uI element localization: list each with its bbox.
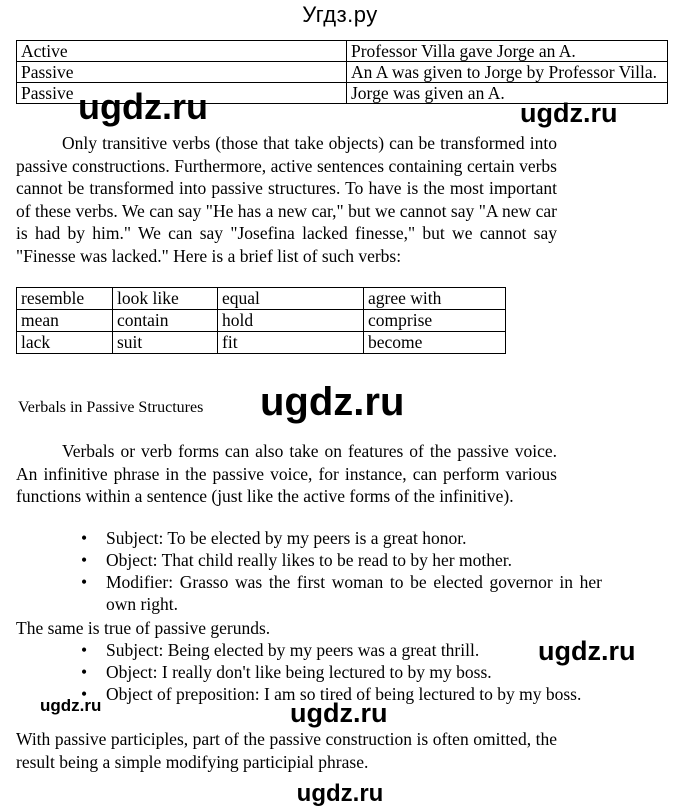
verb-cell: resemble bbox=[17, 288, 113, 310]
list-item: • Object: I really don't like being lectured to by my boss. bbox=[106, 661, 606, 683]
verbs-table bbox=[16, 287, 506, 354]
section-heading: Verbals in Passive Structures bbox=[18, 399, 204, 416]
list-item: • Modifier: Grasso was the first woman to be elected governor in her own right. bbox=[106, 571, 606, 615]
verb-cell: lack bbox=[17, 332, 113, 354]
gerunds-intro: The same is true of passive gerunds. bbox=[16, 618, 271, 638]
voice-example: Professor Villa gave Jorge an A. bbox=[347, 41, 668, 62]
verbals-paragraph: Verbals or verb forms can also take on features of the passive voice. An infinitive phrase in the passive voice, for instance, can perform various functions within a sentence (just like the active forms of the infinitive). bbox=[16, 441, 557, 506]
watermark: ugdz.ru bbox=[260, 380, 405, 424]
verb-cell: look like bbox=[113, 288, 218, 310]
verb-cell: fit bbox=[218, 332, 364, 354]
watermark: ugdz.ru bbox=[40, 696, 102, 715]
site-title: Угдз.ру bbox=[302, 2, 378, 27]
watermark: ugdz.ru bbox=[78, 86, 208, 127]
voice-example: An A was given to Jorge by Professor Villa. bbox=[347, 62, 668, 83]
list-item: • Object of preposition: I am so tired of being lectured to by my boss. bbox=[106, 683, 606, 705]
watermark: ugdz.ru bbox=[538, 636, 636, 666]
gerund-examples-list bbox=[58, 639, 606, 705]
table-row bbox=[17, 288, 506, 310]
verb-cell: agree with bbox=[364, 288, 506, 310]
verb-cell: mean bbox=[17, 310, 113, 332]
voice-label: Active bbox=[17, 41, 347, 62]
verb-cell: become bbox=[364, 332, 506, 354]
verb-cell: hold bbox=[218, 310, 364, 332]
table-row bbox=[17, 41, 668, 62]
table-row bbox=[17, 332, 506, 354]
intro-paragraph: Only transitive verbs (those that take objects) can be transformed into passive constructions. Furthermore, active sentences containing certain verbs cannot be transformed into passive structures. To have is the most important of these verbs. We can say "He has a new car," but we cannot say "A new car is had by him." We can say "Josefina lacked finesse," but we cannot say "Finesse was lacked." Here is a brief list of such verbs: bbox=[16, 133, 557, 266]
list-item: • Subject: Being elected by my peers was a great thrill. bbox=[106, 639, 606, 661]
voice-example: Jorge was given an A. bbox=[347, 83, 668, 104]
watermark: ugdz.ru bbox=[520, 98, 618, 128]
table-row bbox=[17, 310, 506, 332]
list-item: • Object: That child really likes to be read to by her mother. bbox=[106, 549, 606, 571]
watermark: ugdz.ru bbox=[290, 698, 388, 728]
watermark: ugdz.ru bbox=[296, 780, 384, 807]
table-row bbox=[17, 62, 668, 83]
verb-cell: comprise bbox=[364, 310, 506, 332]
verb-cell: suit bbox=[113, 332, 218, 354]
list-item: • Subject: To be elected by my peers is a great honor. bbox=[106, 527, 606, 549]
voice-label: Passive bbox=[17, 62, 347, 83]
verb-cell: equal bbox=[218, 288, 364, 310]
participles-paragraph: With passive participles, part of the passive construction is often omitted, the result being a simple modifying participial phrase. bbox=[16, 729, 557, 772]
verb-cell: contain bbox=[113, 310, 218, 332]
infinitive-examples-list bbox=[58, 527, 606, 615]
voice-label: Passive bbox=[17, 83, 347, 104]
